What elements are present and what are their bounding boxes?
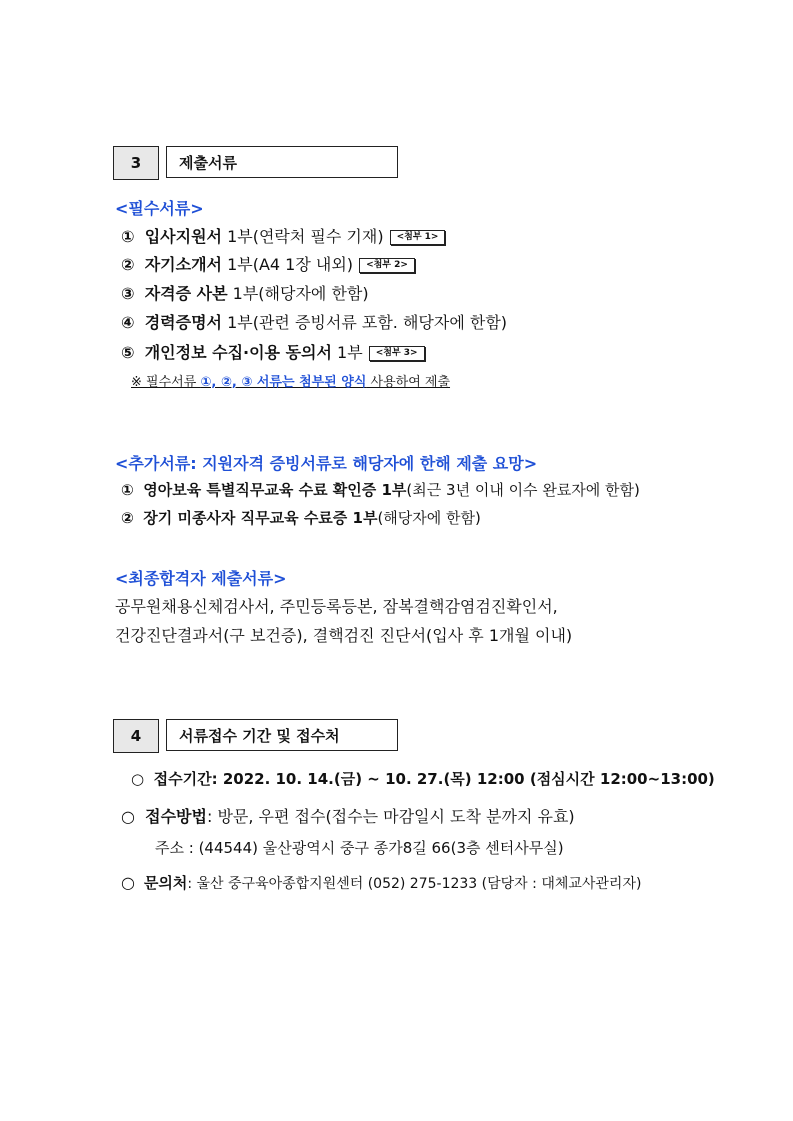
receipt-period-label: 접수기간 <box>153 770 212 788</box>
required-doc-5-desc: 1부 <box>331 343 363 362</box>
required-doc-5 <box>121 340 425 363</box>
required-doc-4-name: 경력증명서 <box>144 313 222 332</box>
required-doc-3-name: 자격증 사본 <box>144 284 228 303</box>
required-doc-2-no: ② <box>121 255 135 274</box>
contact-info <box>121 872 641 893</box>
required-doc-2-desc: 1부(A4 1장 내외) <box>222 255 354 274</box>
note-prefix: ※ 필수서류 <box>131 375 201 390</box>
required-doc-4-no: ④ <box>121 313 135 332</box>
section-3-number: 3 <box>113 146 159 180</box>
receipt-period <box>131 768 715 789</box>
attachment-badge-5: <첨부 3> <box>369 346 425 361</box>
additional-doc-2-name: 장기 미종사자 직무교육 수료증 1부 <box>143 509 378 527</box>
note-highlight: ①, ②, ③ 서류는 첨부된 양식 <box>200 375 367 390</box>
additional-doc-2 <box>121 507 481 528</box>
additional-doc-1-desc: (최근 3년 이내 이수 완료자에 한함) <box>406 481 640 499</box>
additional-doc-1-no: ① <box>121 481 134 499</box>
required-docs-heading: <필수서류> <box>115 199 204 218</box>
attachment-badge-2: <첨부 2> <box>359 258 415 273</box>
final-docs-line-2: 건강진단결과서(구 보건증), 결핵검진 진단서(입사 후 1개월 이내) <box>115 626 573 645</box>
additional-doc-1-name: 영아보육 특별직무교육 수료 확인증 1부 <box>143 481 407 499</box>
section-3-title: 제출서류 <box>166 146 398 178</box>
final-docs-line-1: 공무원채용신체검사서, 주민등록등본, 잠복결핵감염검진확인서, <box>115 597 558 616</box>
required-doc-4-desc: 1부(관련 증빙서류 포함. 해당자에 한함) <box>222 313 508 332</box>
receipt-method <box>121 804 575 827</box>
contact-label: 문의처 <box>143 874 188 892</box>
required-doc-1-name: 입사지원서 <box>144 227 222 246</box>
additional-doc-2-desc: (해당자에 한함) <box>377 509 481 527</box>
note-suffix: 사용하여 제출 <box>366 375 451 390</box>
required-doc-2-name: 자기소개서 <box>144 255 222 274</box>
contact-bullet: ○ <box>121 873 135 892</box>
required-doc-3 <box>121 281 369 304</box>
required-doc-1-no: ① <box>121 227 135 246</box>
section-4-title: 서류접수 기간 및 접수처 <box>166 719 398 751</box>
required-doc-1-desc: 1부(연락처 필수 기재) <box>222 227 384 246</box>
additional-docs-heading: <추가서류: 지원자격 증빙서류로 해당자에 한해 제출 요망> <box>115 454 538 473</box>
additional-doc-2-no: ② <box>121 509 134 527</box>
receipt-address: 주소 : (44544) 울산광역시 중구 종가8길 66(3층 센터사무실) <box>155 839 564 857</box>
additional-doc-1 <box>121 479 640 500</box>
attachment-badge-1: <첨부 1> <box>390 230 446 245</box>
receipt-period-bullet: ○ <box>131 770 145 788</box>
required-doc-3-no: ③ <box>121 284 135 303</box>
required-doc-4 <box>121 310 507 333</box>
required-doc-2 <box>121 252 415 275</box>
required-doc-3-desc: 1부(해당자에 한함) <box>227 284 369 303</box>
receipt-period-value: : 2022. 10. 14.(금) ~ 10. 27.(목) 12:00 (점심시간 12:00~13:00) <box>211 770 715 788</box>
required-doc-1 <box>121 224 445 247</box>
receipt-method-bullet: ○ <box>121 807 135 826</box>
final-docs-heading: <최종합격자 제출서류> <box>115 569 287 588</box>
receipt-method-label: 접수방법 <box>145 807 207 826</box>
required-doc-5-no: ⑤ <box>121 343 135 362</box>
required-doc-5-name: 개인정보 수집·이용 동의서 <box>144 343 332 362</box>
required-docs-note <box>131 371 450 390</box>
receipt-method-value: : 방문, 우편 접수(접수는 마감일시 도착 분까지 유효) <box>206 807 575 826</box>
contact-value: : 울산 중구육아종합지원센터 (052) 275-1233 (담당자 : 대체교사관리자) <box>187 876 642 892</box>
section-4-number: 4 <box>113 719 159 753</box>
